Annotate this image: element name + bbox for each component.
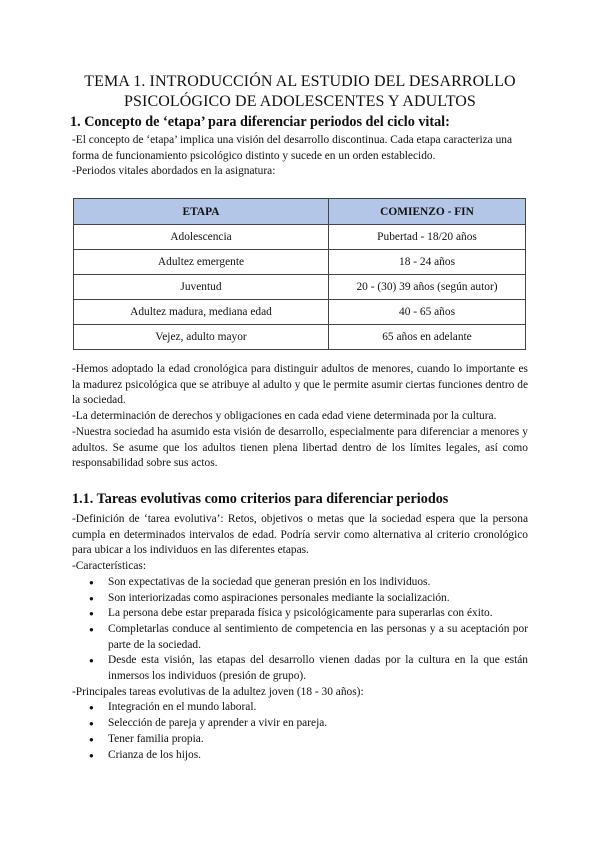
characteristics-list xyxy=(72,575,528,685)
list-item: ● Completarlas conduce al sentimiento de competencia en las personas y a su aceptación por parte de la sociedad. xyxy=(72,622,528,653)
range-cell: Pubertad - 18/20 años xyxy=(329,225,526,250)
section-1-intro xyxy=(72,133,528,180)
list-item: ● Tener familia propia. xyxy=(72,732,528,748)
stage-cell: Adultez madura, mediana edad xyxy=(74,300,329,325)
title-line-1: TEMA 1. INTRODUCCIÓN AL ESTUDIO DEL DESARROLLO xyxy=(84,73,516,90)
section-1-heading: 1. Concepto de ‘etapa’ para diferenciar periodos del ciclo vital: xyxy=(70,114,450,130)
page-title xyxy=(60,72,540,112)
range-cell: 65 años en adelante xyxy=(329,325,526,350)
table-row xyxy=(74,250,526,275)
note-paragraph: -Nuestra sociedad ha asumido esta visión de desarrollo, especialmente para diferenciar a menores y adultos. Se asume que los adultos tienen plena libertad dentro de los límites legales, así como responsabilidad sobre sus actos. xyxy=(72,425,528,470)
section-1-1-heading: 1.1. Tareas evolutivas como criterios para diferenciar periodos xyxy=(72,491,449,507)
stage-cell: Vejez, adulto mayor xyxy=(74,325,329,350)
section-1-1-body xyxy=(72,512,528,763)
title-line-2: PSICOLÓGICO DE ADOLESCENTES Y ADULTOS xyxy=(124,93,476,110)
section-1-notes xyxy=(72,362,528,472)
range-cell: 40 - 65 años xyxy=(329,300,526,325)
stage-cell: Juventud xyxy=(74,275,329,300)
table-row xyxy=(74,325,526,350)
table-row xyxy=(74,225,526,250)
tasks-list xyxy=(72,700,528,763)
list-item: ● Crianza de los hijos. xyxy=(72,748,528,764)
header-range: COMIENZO - FIN xyxy=(329,199,526,225)
list-item: ● Desde esta visión, las etapas del desarrollo vienen dadas por la cultura en la que están inmersos los individuos (presión de grupo). xyxy=(72,653,528,684)
table-row xyxy=(74,275,526,300)
life-stages-table xyxy=(73,198,526,350)
tasks-label: -Principales tareas evolutivas de la adultez joven (18 - 30 años): xyxy=(72,685,364,698)
list-item: ● La persona debe estar preparada física y psicológicamente para superarlas con éxito. xyxy=(72,606,528,622)
note-paragraph: -La determinación de derechos y obligaciones en cada edad viene determinada por la cultura. xyxy=(72,410,497,423)
list-item: ● Son expectativas de la sociedad que generan presión en los individuos. xyxy=(72,575,528,591)
list-item: ● Son interiorizadas como aspiraciones personales mediante la socialización. xyxy=(72,591,528,607)
table-header-row xyxy=(74,199,526,225)
periods-label: -Periodos vitales abordados en la asignatura: xyxy=(72,165,276,178)
list-item: ● Integración en el mundo laboral. xyxy=(72,700,528,716)
definition-paragraph: -Definición de ‘tarea evolutiva’: Retos, objetivos o metas que la sociedad espera que la persona cumpla en determinados intervalos de edad. Podría servir como alternativa al criterio cronológico para ubicar a los individuos en las diferentes etapas. xyxy=(72,513,528,557)
list-item: ● Selección de pareja y aprender a vivir en pareja. xyxy=(72,716,528,732)
table-row xyxy=(74,300,526,325)
stage-cell: Adolescencia xyxy=(74,225,329,250)
intro-paragraph: -El concepto de ‘etapa’ implica una visión del desarrollo discontinua. Cada etapa caracteriza una forma de funcionamiento psicológico distinto y sucede en un orden establecido. xyxy=(72,134,513,162)
note-paragraph: -Hemos adoptado la edad cronológica para distinguir adultos de menores, cuando lo importante es la madurez psicológica que se atribuye al adulto y que le permite asumir ciertas funciones dentro de la sociedad. xyxy=(72,363,528,407)
stage-cell: Adultez emergente xyxy=(74,250,329,275)
characteristics-label: -Características: xyxy=(72,560,147,573)
range-cell: 18 - 24 años xyxy=(329,250,526,275)
range-cell: 20 - (30) 39 años (según autor) xyxy=(329,275,526,300)
header-stage: ETAPA xyxy=(74,199,329,225)
